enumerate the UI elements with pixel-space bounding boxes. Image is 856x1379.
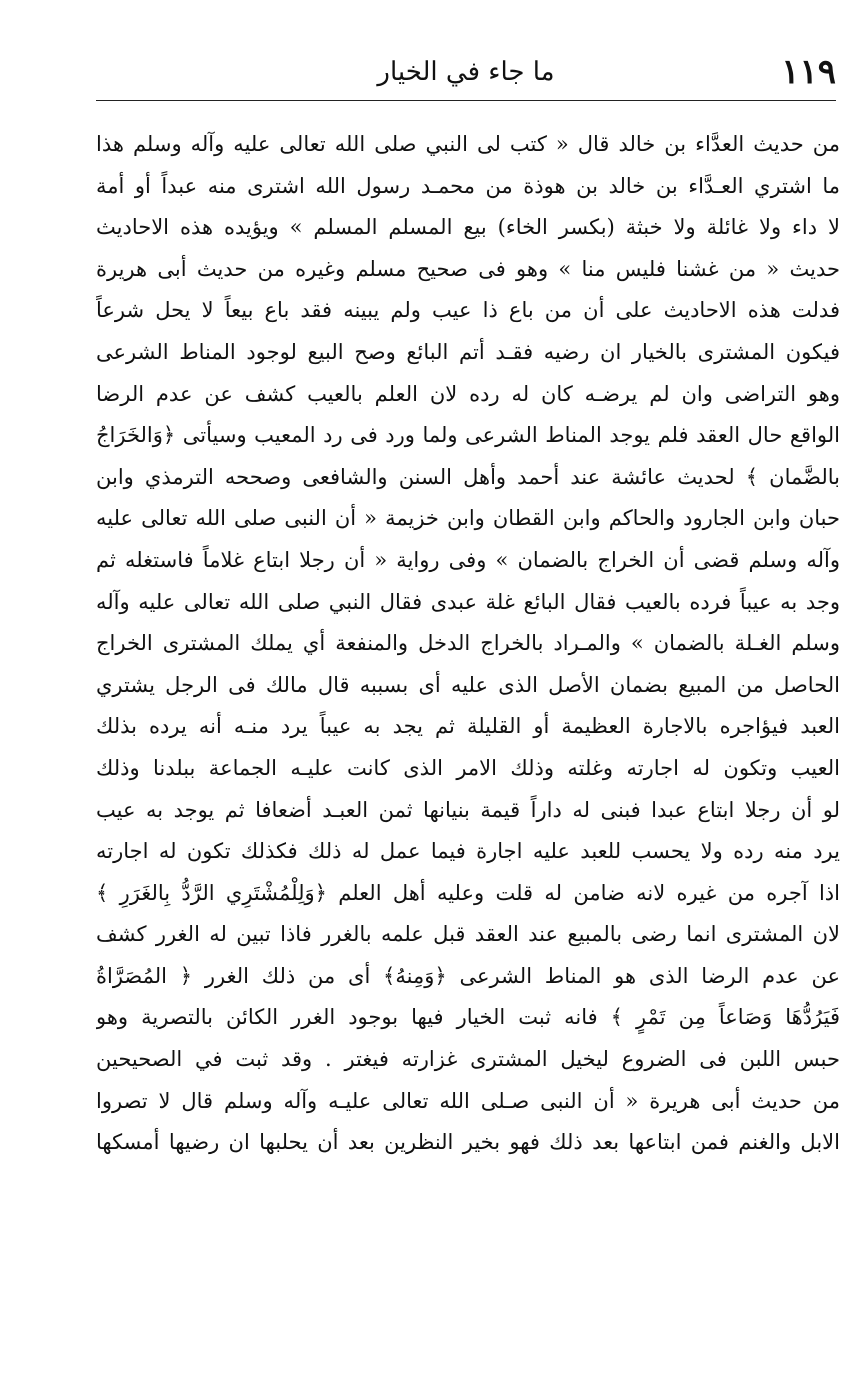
text-line: اذا آجره من غيره لانه ضامن له قلت وعليه أهل العلم ﴿وَلِلْمُشْتَرِي الرَّدُّ بِالغَرَرِ ﴾ [96, 880, 840, 905]
text-line: وآله وسلم قضى أن الخراج بالضمان » وفى رواية « أن رجلا ابتاع غلاماً فاستغله ثم [96, 547, 840, 572]
text-line: بالضَّمان ﴾ لحديث عائشة عند أحمد وأهل السنن والشافعى وصححه الترمذي وابن [96, 464, 840, 489]
text-line: حبان وابن الجارود والحاكم وابن القطان وابن خزيمة « أن النبى صلى الله تعالى عليه [96, 506, 840, 531]
text-line: فيكون المشترى بالخيار ان رضيه فقـد أتم البائع وصح البيع لوجود المناط الشرعى [96, 339, 840, 364]
text-line: لا داء ولا غائلة ولا خبثة (بكسر الخاء) بيع المسلم المسلم » ويؤيده هذه الاحاديث [96, 215, 840, 240]
text-line: الابل والغنم فمن ابتاعها بعد ذلك فهو بخير النظرين بعد أن يحلبها ان رضيها أمسكها [96, 1130, 840, 1155]
header-divider [96, 100, 836, 101]
text-line: العيب وتكون له اجارته وغلته وذلك الامر الذى كانت عليـه الجماعة ببلدنا وذلك [96, 755, 840, 780]
text-line: يرد منه رده ولا يحسب للعبد عليه اجارة فيما عمل له ذلك فكذلك تكون له اجارته [96, 839, 840, 864]
text-line: فدلت هذه الاحاديث على أن من باع ذا عيب ولم يبينه فقد باع بيعاً لا يحل شرعاً [96, 298, 840, 323]
text-line: وهو التراضى وان لم يرضـه كان له رده لان العلم بالعيب كشف عن عدم الرضا [96, 381, 840, 406]
text-line: فَيَرُدُّهَا وَصَاعاً مِن تَمْرٍ ﴾ فانه ثبت الخيار فيها بوجود الغرر الكائن بالتصرية وهو [96, 1005, 840, 1030]
page-number: ١١٩ [781, 52, 836, 92]
text-line: عن عدم الرضا الذى هو المناط الشرعى ﴿وَمِنهُ﴾ أى من ذلك الغرر ﴿ المُصَرَّاةُ [96, 963, 840, 988]
text-line: وجد به عيباً فرده بالعيب فقال البائع غلة عبدى فقال النبي صلى الله تعالى عليه وآله [96, 589, 840, 614]
text-line: العبد فيؤاجره بالاجارة العظيمة أو القليلة ثم يجد به عيباً يرد منـه أنه يرده بذلك [96, 714, 840, 739]
page-header [96, 46, 836, 98]
running-title: ما جاء في الخيار [377, 57, 555, 87]
text-line: حبس اللبن فى الضروع ليخيل المشترى غزارته فيغتر . وقد ثبت في الصحيحين [96, 1047, 840, 1072]
text-line: وسلم الغـلة بالضمان » والمـراد بالخراج الدخل والمنفعة أي يملك المشترى الخراج [96, 631, 840, 656]
text-line: الحاصل من المبيع بضمان الأصل الذى عليه أى بسببه قال مالك فى الرجل يشتري [96, 672, 840, 697]
text-line: من حديث أبى هريرة « أن النبى صـلى الله تعالى عليـه وآله وسلم قال لا تصروا [96, 1088, 840, 1113]
text-line: لو أن رجلا ابتاع عبدا فبنى له داراً قيمة بنيانها ثمن العبـد أضعافا ثم يوجد به عيب [96, 797, 840, 822]
text-line: من حديث العدَّاء بن خالد قال « كتب لى النبي صلى الله تعالى عليه وآله وسلم هذا [96, 132, 840, 156]
text-line: الواقع حال العقد فلم يوجد المناط الشرعى ولما ورد فى رد المعيب وسيأتى ﴿وَالخَرَاجُ [96, 423, 840, 448]
body-text [96, 124, 840, 1164]
text-line: حديث « من غشنا فليس منا » وهو فى صحيح مسلم وغيره من حديث أبى هريرة [96, 256, 840, 281]
text-line: ما اشتري العـدَّاء بن خالد بن هوذة من محمـد رسول الله اشترى منه عبداً أو أمة [96, 173, 840, 198]
text-line: لان المشترى انما رضى بالمبيع عند العقد قبل علمه بالغرر فاذا تبين له الغرر كشف [96, 922, 840, 947]
